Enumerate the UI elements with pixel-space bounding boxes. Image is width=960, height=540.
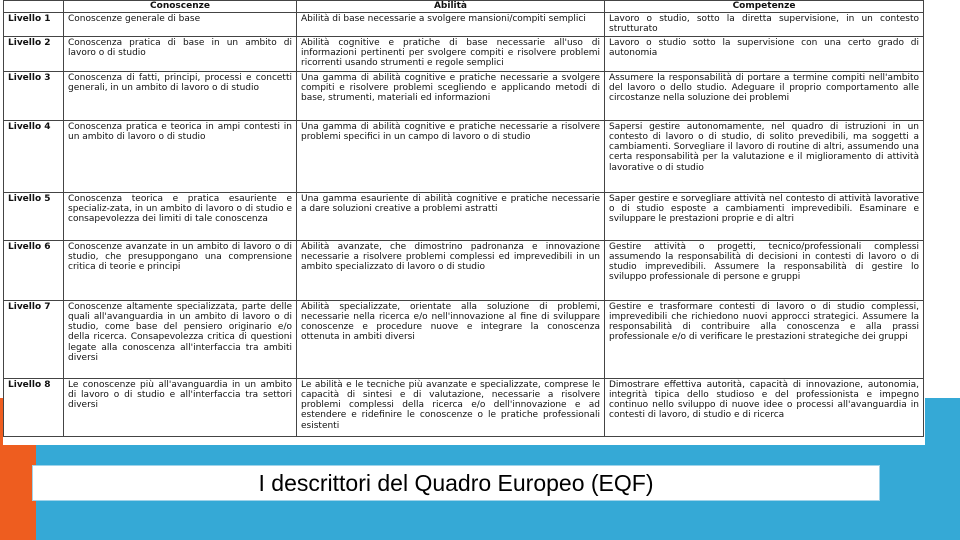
table-header-row [4,1,924,13]
table-row [4,240,924,300]
eqf-table-image [3,0,925,445]
abilita-cell: Una gamma esauriente di abilità cognitive e pratiche necessarie a dare soluzioni creative a problemi astratti [297,192,605,240]
table-row [4,120,924,192]
conoscenze-cell: Le conoscenze più all'avanguardia in un ambito di lavoro o di studio e all'interfaccia tra settori diversi [64,378,297,436]
header-empty [4,1,64,13]
competenze-cell: Saper gestire e sorvegliare attività nel contesto di attività lavorative o di studio esposte a cambiamenti imprevedibili. Esaminare e sviluppare le prestazioni proprie e di altri [605,192,924,240]
competenze-cell: Lavoro o studio, sotto la diretta supervisione, in un contesto strutturato [605,13,924,37]
level-cell: Livello 1 [4,13,64,37]
table-row [4,300,924,378]
competenze-cell: Assumere la responsabilità di portare a termine compiti nell'ambito del lavoro o dello studio. Adeguare il proprio comportamento alle circostanze nella soluzione dei problemi [605,71,924,120]
competenze-cell: Sapersi gestire autonomamente, nel quadro di istruzioni in un contesto di lavoro o di studio, di solito prevedibili, ma soggetti a cambiamenti. Sorvegliare il lavoro di routine di altri, assumendo una certa responsabilità per la valutazione e il miglioramento di attività lavorative o di studio [605,120,924,192]
conoscenze-cell: Conoscenze avanzate in un ambito di lavoro o di studio, che presuppongano una comprensione critica di teorie e principi [64,240,297,300]
conoscenze-cell: Conoscenze generale di base [64,13,297,37]
level-cell: Livello 4 [4,120,64,192]
conoscenze-cell: Conoscenza teorica e pratica esauriente e specializ-zata, in un ambito di lavoro o di studio e consapevolezza dei limiti di tale conoscenza [64,192,297,240]
table-row [4,36,924,71]
header-competenze: Competenze [605,1,924,13]
conoscenze-cell: Conoscenza pratica di base in un ambito di lavoro o di studio [64,36,297,71]
abilita-cell: Le abilità e le tecniche più avanzate e specializzate, comprese le capacità di sintesi e di valutazione, necessarie a risolvere problemi complessi della ricerca e/o dell'innovazione e ad estendere e ridefinire le conoscenze o le pratiche professionali esistenti [297,378,605,436]
abilita-cell: Abilità specializzate, orientate alla soluzione di problemi, necessarie nella ricerca e/o nell'innovazione al fine di sviluppare conoscenze e procedure nuove e integrare la conoscenza ottenuta in ambiti diversi [297,300,605,378]
level-cell: Livello 7 [4,300,64,378]
abilita-cell: Una gamma di abilità cognitive e pratiche necessarie a svolgere compiti e risolvere problemi scegliendo e applicando metodi di base, strumenti, materiali ed informazioni [297,71,605,120]
abilita-cell: Abilità cognitive e pratiche di base necessarie all'uso di informazioni pertinenti per svolgere compiti e risolvere problemi ricorrenti usando strumenti e regole semplici [297,36,605,71]
eqf-descriptors-table [3,0,924,437]
abilita-cell: Abilità avanzate, che dimostrino padronanza e innovazione necessarie a risolvere problemi complessi ed imprevedibili in un ambito specializzato di lavoro o di studio [297,240,605,300]
competenze-cell: Lavoro o studio sotto la supervisione con una certo grado di autonomia [605,36,924,71]
competenze-cell: Dimostrare effettiva autorità, capacità di innovazione, autonomia, integrità tipica dello studioso e del professionista e impegno continuo nello sviluppo di nuove idee o processi all'avanguardia in contesti di lavoro, di studio e di ricerca [605,378,924,436]
table-row [4,13,924,37]
competenze-cell: Gestire e trasformare contesti di lavoro o di studio complessi, imprevedibili che richiedono nuovi approcci strategici. Assumere la responsabilità di contribuire alla conoscenza e alla prassi professionale e/o di verificare le prestazioni strategiche dei gruppi [605,300,924,378]
abilita-cell: Una gamma di abilità cognitive e pratiche necessarie a risolvere problemi specifici in un campo di lavoro o di studio [297,120,605,192]
table-row [4,378,924,436]
conoscenze-cell: Conoscenze altamente specializzata, parte delle quali all'avanguardia in un ambito di lavoro o di studio, come base del pensiero originario e/o della ricerca. Consapevolezza critica di questioni legate alla conoscenza all'interfaccia tra ambiti diversi [64,300,297,378]
level-cell: Livello 2 [4,36,64,71]
level-cell: Livello 5 [4,192,64,240]
conoscenze-cell: Conoscenza pratica e teorica in ampi contesti in un ambito di lavoro o di studio [64,120,297,192]
table-row [4,192,924,240]
slide-title: I descrittori del Quadro Europeo (EQF) [32,465,880,501]
conoscenze-cell: Conoscenza di fatti, principi, processi e concetti generali, in un ambito di lavoro o di studio [64,71,297,120]
level-cell: Livello 6 [4,240,64,300]
header-conoscenze: Conoscenze [64,1,297,13]
abilita-cell: Abilità di base necessarie a svolgere mansioni/compiti semplici [297,13,605,37]
level-cell: Livello 8 [4,378,64,436]
level-cell: Livello 3 [4,71,64,120]
competenze-cell: Gestire attività o progetti, tecnico/professionali complessi assumendo la responsabilità di decisioni in contesti di lavoro o di studio imprevedibili. Assumere la responsabilità di gestire lo sviluppo professionale di persone e gruppi [605,240,924,300]
header-abilita: Abilità [297,1,605,13]
table-row [4,71,924,120]
